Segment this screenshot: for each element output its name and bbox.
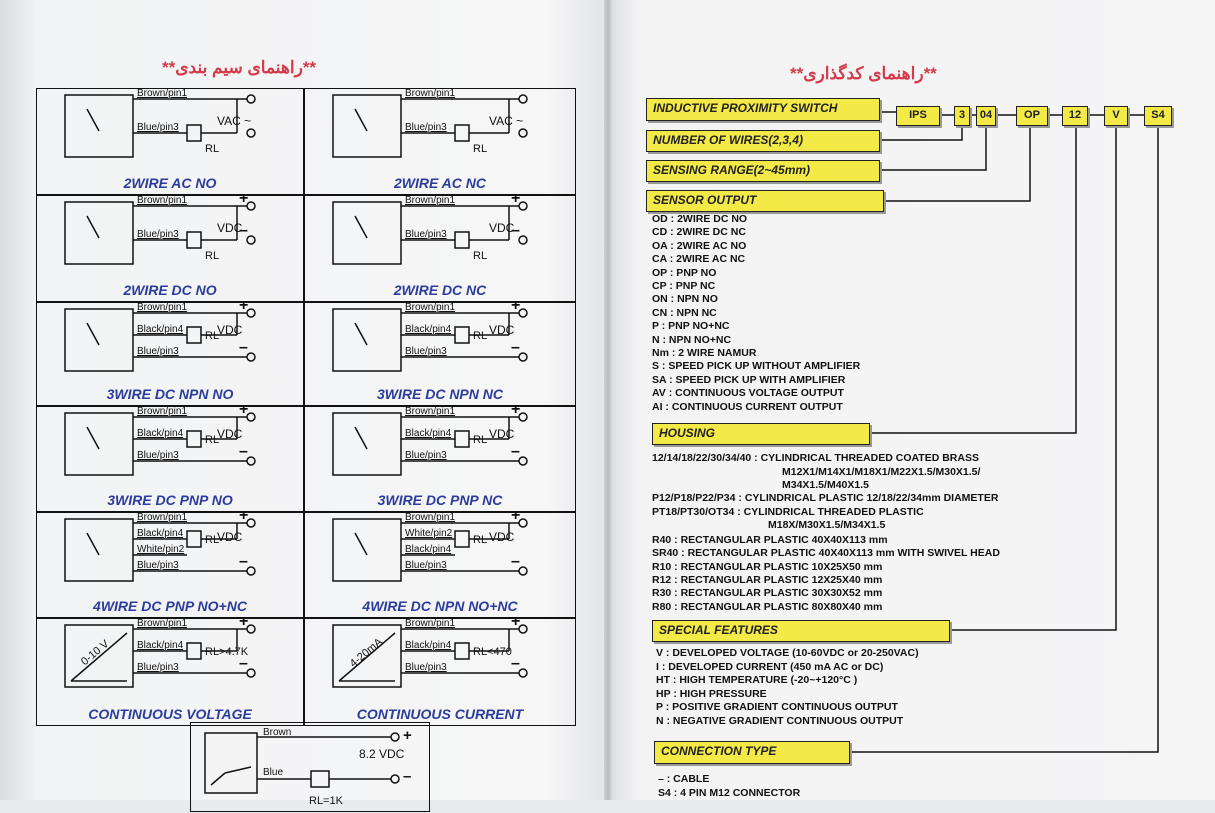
output-range-badge-cc: 4-20mA bbox=[347, 636, 385, 670]
load-label-cc: RL<470 bbox=[473, 646, 512, 658]
minus-icon: – bbox=[511, 222, 520, 239]
load-label-2ac-nc: RL bbox=[473, 143, 488, 155]
housing-item: R40 : RECTANGULAR PLASTIC 40X40X113 mm bbox=[652, 534, 888, 546]
ct-list-item: S4 : 4 PIN M12 CONNECTOR bbox=[658, 786, 801, 799]
plus-icon: + bbox=[239, 297, 249, 314]
supply-label-4npn: VDC bbox=[489, 530, 515, 545]
so-list-item: CP : PNP NC bbox=[652, 280, 716, 292]
wire-label-3npn-nc-1: Black/pin4 bbox=[405, 324, 452, 335]
connection-type-box: CONNECTION TYPE bbox=[654, 741, 850, 764]
code-part-connection: S4 bbox=[1144, 106, 1172, 126]
load-label-2ac-no: RL bbox=[205, 143, 220, 155]
namur-load: RL=1K bbox=[309, 795, 343, 807]
wire-label-cc-0: Brown/pin1 bbox=[405, 618, 456, 629]
wire-label-3pnp-no-2: Blue/pin3 bbox=[137, 450, 179, 461]
wire-label-4pnp-2: White/pin2 bbox=[137, 544, 185, 555]
sensing-range-box: SENSING RANGE(2~45mm) bbox=[646, 160, 880, 182]
wire-label-4npn-3: Blue/pin3 bbox=[405, 560, 447, 571]
cell-title-2ac-nc: 2WIRE AC NC bbox=[393, 175, 487, 191]
plus-icon: + bbox=[239, 401, 249, 418]
namur-supply: 8.2 VDC bbox=[359, 747, 405, 761]
wire-label-cc-1: Black/pin4 bbox=[405, 640, 452, 651]
wire-label-4pnp-3: Blue/pin3 bbox=[137, 560, 179, 571]
cell-title-cv: CONTINUOUS VOLTAGE bbox=[88, 706, 252, 722]
wire-label-cv-2: Blue/pin3 bbox=[137, 662, 179, 673]
plus-icon: + bbox=[511, 190, 521, 207]
wire-label-3pnp-nc-1: Black/pin4 bbox=[405, 428, 452, 439]
plus-icon: + bbox=[511, 613, 521, 630]
special-features-box: SPECIAL FEATURES bbox=[652, 620, 950, 642]
cell-title-2ac-no: 2WIRE AC NO bbox=[123, 175, 217, 191]
code-part-housing: 12 bbox=[1062, 106, 1088, 126]
so-list-item: OA : 2WIRE AC NO bbox=[652, 239, 747, 252]
sp-list-item: HT : HIGH TEMPERATURE (-20~+120°C ) bbox=[656, 674, 858, 687]
wire-label-2dc-no-0: Brown/pin1 bbox=[137, 195, 188, 206]
housing-item: R80 : RECTANGULAR PLASTIC 80X80X40 mm bbox=[652, 601, 883, 613]
minus-icon: – bbox=[511, 443, 520, 460]
housing-item: PT18/PT30/OT34 : CYLINDRICAL THREADED PLASTIC bbox=[652, 506, 924, 518]
plus-icon: + bbox=[239, 613, 249, 630]
so-list-item: N : NPN NO+NC bbox=[652, 333, 732, 346]
housing-item: M18X/M30X1.5/M34X1.5 bbox=[768, 519, 886, 531]
plus-icon: + bbox=[511, 401, 521, 418]
coding-guide-heading: **راهنمای کدگذاری** bbox=[790, 64, 937, 83]
sp-list-item: P : POSITIVE GRADIENT CONTINUOUS OUTPUT bbox=[656, 701, 898, 714]
cell-title-4pnp: 4WIRE DC PNP NO+NC bbox=[93, 598, 247, 614]
code-part-ips: IPS bbox=[896, 106, 940, 126]
wire-label-3npn-nc-2: Blue/pin3 bbox=[405, 346, 447, 357]
code-part-special: V bbox=[1104, 106, 1128, 126]
load-label-4pnp: RL bbox=[205, 534, 220, 546]
load-label-cv: RL>4.7K bbox=[205, 646, 249, 658]
code-part-wires: 3 bbox=[954, 106, 970, 126]
load-label-4npn: RL bbox=[473, 534, 488, 546]
so-list-item: AV : CONTINUOUS VOLTAGE OUTPUT bbox=[652, 387, 844, 400]
wire-label-3pnp-no-0: Brown/pin1 bbox=[137, 406, 188, 417]
housing-item: R10 : RECTANGULAR PLASTIC 10X25X50 mm bbox=[652, 561, 883, 573]
code-title-box: INDUCTIVE PROXIMITY SWITCH bbox=[646, 98, 880, 121]
so-list-item: CD : 2WIRE DC NC bbox=[652, 226, 746, 239]
wire-label-3pnp-no-1: Black/pin4 bbox=[137, 428, 184, 439]
sp-list-item: HP : HIGH PRESSURE bbox=[656, 687, 767, 700]
cell-title-4npn: 4WIRE DC NPN NO+NC bbox=[362, 598, 518, 614]
wire-label-2ac-no-1: Blue/pin3 bbox=[137, 122, 179, 133]
housing-item: M34X1.5/M40X1.5 bbox=[782, 479, 869, 491]
wire-label-2dc-nc-1: Blue/pin3 bbox=[405, 229, 447, 240]
wiring-guide-heading: **راهنمای سیم بندی** bbox=[162, 58, 317, 77]
plus-icon: + bbox=[511, 297, 521, 314]
supply-label-2dc-nc: VDC bbox=[489, 221, 515, 236]
number-of-wires-box: NUMBER OF WIRES(2,3,4) bbox=[646, 130, 880, 152]
load-label-2dc-no: RL bbox=[205, 250, 220, 262]
so-list-item: P : PNP NO+NC bbox=[652, 320, 730, 333]
so-list-item: ON : NPN NO bbox=[652, 293, 718, 306]
sp-list-item: I : DEVELOPED CURRENT (450 mA AC or DC) bbox=[656, 660, 884, 673]
wire-label-cv-1: Black/pin4 bbox=[137, 640, 184, 651]
so-list-item: CN : NPN NC bbox=[652, 306, 717, 319]
so-list-item: OP : PNP NO bbox=[652, 266, 717, 279]
so-list-item: AI : CONTINUOUS CURRENT OUTPUT bbox=[652, 400, 843, 413]
wire-label-4npn-1: White/pin2 bbox=[405, 528, 453, 539]
housing-item: R30 : RECTANGULAR PLASTIC 30X30X52 mm bbox=[652, 587, 883, 599]
sp-list-item: V : DEVELOPED VOLTAGE (10-60VDC or 20-250VAC) bbox=[656, 647, 919, 659]
load-label-3npn-nc: RL bbox=[473, 330, 488, 342]
code-part-output: OP bbox=[1016, 106, 1048, 126]
namur-wire-blue: Blue bbox=[263, 767, 284, 778]
namur-wire-brown: Brown bbox=[263, 727, 292, 738]
wire-label-2dc-no-1: Blue/pin3 bbox=[137, 229, 179, 240]
minus-icon: – bbox=[239, 443, 248, 460]
plus-icon: + bbox=[239, 190, 249, 207]
wire-label-3npn-no-1: Black/pin4 bbox=[137, 324, 184, 335]
sensor-output-box: SENSOR OUTPUT bbox=[646, 190, 884, 212]
load-label-3pnp-no: RL bbox=[205, 434, 220, 446]
housing-item: 12/14/18/22/30/34/40 : CYLINDRICAL THREADED COATED BRASS bbox=[652, 452, 979, 464]
cell-title-3pnp-nc: 3WIRE DC PNP NC bbox=[377, 492, 503, 508]
wire-label-2ac-nc-0: Brown/pin1 bbox=[405, 88, 456, 99]
so-list-item: SA : SPEED PICK UP WITH AMPLIFIER bbox=[652, 373, 846, 386]
wire-label-3npn-no-2: Blue/pin3 bbox=[137, 346, 179, 357]
plus-icon: + bbox=[239, 507, 249, 524]
so-list-item: OD : 2WIRE DC NO bbox=[652, 213, 748, 225]
minus-icon: – bbox=[239, 339, 248, 356]
namur-minus-icon: – bbox=[403, 768, 412, 785]
supply-label-2ac-nc: VAC ~ bbox=[489, 114, 524, 129]
namur-plus-icon: + bbox=[403, 727, 412, 744]
code-part-range: 04 bbox=[976, 106, 996, 126]
minus-icon: – bbox=[511, 655, 520, 672]
wire-label-4npn-2: Black/pin4 bbox=[405, 544, 452, 555]
housing-item: R12 : RECTANGULAR PLASTIC 12X25X40 mm bbox=[652, 574, 883, 586]
wire-label-3pnp-nc-0: Brown/pin1 bbox=[405, 406, 456, 417]
load-label-2dc-nc: RL bbox=[473, 250, 488, 262]
wire-label-3npn-no-0: Brown/pin1 bbox=[137, 302, 188, 313]
wire-label-4pnp-0: Brown/pin1 bbox=[137, 512, 188, 523]
cell-title-cc: CONTINUOUS CURRENT bbox=[356, 706, 524, 722]
supply-label-3pnp-no: VDC bbox=[217, 426, 243, 441]
supply-label-4pnp: VDC bbox=[217, 530, 243, 545]
load-label-3npn-no: RL bbox=[205, 330, 220, 342]
supply-label-2ac-no: VAC ~ bbox=[217, 114, 252, 129]
wire-label-4pnp-1: Black/pin4 bbox=[137, 528, 184, 539]
wire-label-3pnp-nc-2: Blue/pin3 bbox=[405, 450, 447, 461]
supply-label-3npn-no: VDC bbox=[217, 322, 243, 337]
supply-label-2dc-no: VDC bbox=[217, 221, 243, 236]
housing-item: P12/P18/P22/P34 : CYLINDRICAL PLASTIC 12/18/22/34mm DIAMETER bbox=[652, 492, 999, 504]
wire-label-2ac-no-0: Brown/pin1 bbox=[137, 88, 188, 99]
wire-label-3npn-nc-0: Brown/pin1 bbox=[405, 302, 456, 313]
cell-title-3npn-nc: 3WIRE DC NPN NC bbox=[376, 386, 503, 402]
wire-label-2dc-nc-0: Brown/pin1 bbox=[405, 195, 456, 206]
cell-title-2dc-nc: 2WIRE DC NC bbox=[393, 282, 487, 298]
cell-title-3pnp-no: 3WIRE DC PNP NO bbox=[107, 492, 233, 508]
supply-label-3pnp-nc: VDC bbox=[489, 426, 515, 441]
wire-label-cv-0: Brown/pin1 bbox=[137, 618, 188, 629]
housing-item: M12X1/M14X1/M18X1/M22X1.5/M30X1.5/ bbox=[782, 466, 981, 478]
sp-list-item: N : NEGATIVE GRADIENT CONTINUOUS OUTPUT bbox=[656, 715, 904, 727]
wire-label-4npn-0: Brown/pin1 bbox=[405, 512, 456, 523]
minus-icon: – bbox=[239, 655, 248, 672]
cell-title-3npn-no: 3WIRE DC NPN NO bbox=[106, 386, 234, 402]
minus-icon: – bbox=[239, 553, 248, 570]
load-label-3pnp-nc: RL bbox=[473, 434, 488, 446]
supply-label-3npn-nc: VDC bbox=[489, 322, 515, 337]
housing-item: SR40 : RECTANGULAR PLASTIC 40X40X113 mm WITH SWIVEL HEAD bbox=[652, 547, 1000, 559]
plus-icon: + bbox=[511, 507, 521, 524]
minus-icon: – bbox=[511, 553, 520, 570]
so-list-item: S : SPEED PICK UP WITHOUT AMPLIFIER bbox=[652, 360, 861, 373]
wire-label-2ac-nc-1: Blue/pin3 bbox=[405, 122, 447, 133]
cell-title-2dc-no: 2WIRE DC NO bbox=[123, 282, 217, 298]
so-list-item: Nm : 2 WIRE NAMUR bbox=[652, 347, 757, 359]
minus-icon: – bbox=[511, 339, 520, 356]
minus-icon: – bbox=[239, 222, 248, 239]
ct-list-item: – : CABLE bbox=[658, 773, 710, 785]
output-range-badge-cv: 0-10 V bbox=[78, 637, 112, 669]
housing-box: HOUSING bbox=[652, 423, 870, 445]
so-list-item: CA : 2WIRE AC NC bbox=[652, 253, 746, 266]
wire-label-cc-2: Blue/pin3 bbox=[405, 662, 447, 673]
